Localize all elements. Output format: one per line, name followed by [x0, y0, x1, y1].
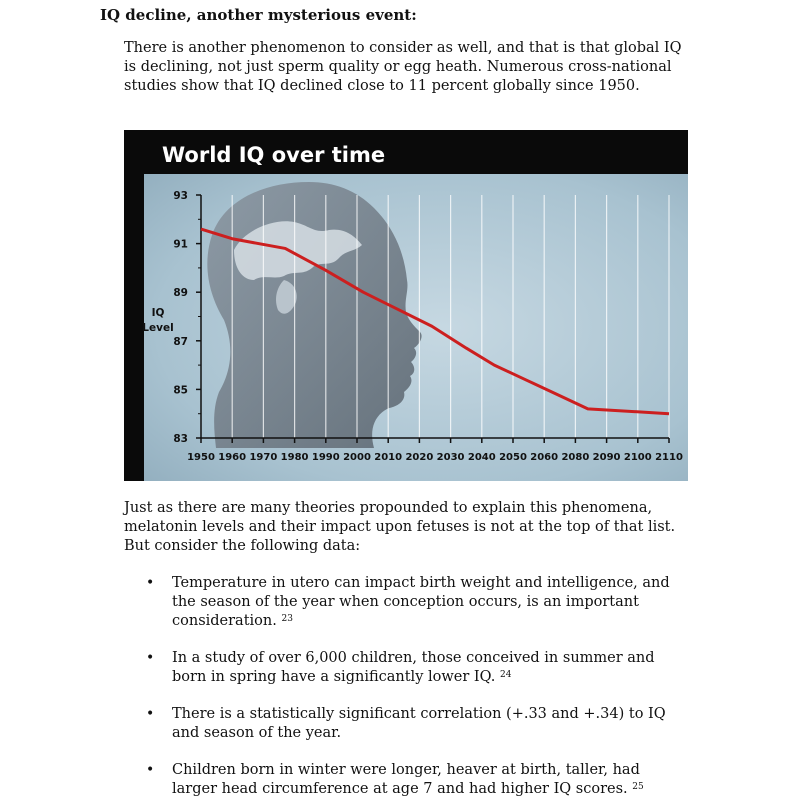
x-tick-label: 2000	[343, 452, 371, 463]
bullet-text: Temperature in utero can impact birth weight and intelligence, and the season of the year when conception occurs, is an important consideration.	[172, 575, 670, 629]
section-heading: IQ decline, another mysterious event:	[100, 6, 417, 24]
iq-chart-figure	[124, 130, 688, 481]
bullet-text: Children born in winter were longer, heaver at birth, taller, had larger head circumference at age 7 and had higher IQ scores.	[172, 762, 640, 797]
body-paragraph: Just as there are many theories propounded to explain this phenomena, melatonin levels and their impact upon fetuses is not at the top of that list. But consider the following data:	[124, 500, 676, 554]
x-tick-label: 2090	[592, 452, 621, 463]
x-tick-label: 2060	[530, 452, 559, 463]
x-tick-label: 1990	[311, 452, 340, 463]
y-tick-label: 85	[173, 384, 188, 397]
chart-title: World IQ over time	[162, 143, 386, 167]
bullet-dot: •	[146, 575, 155, 591]
x-tick-label: 2010	[374, 452, 403, 463]
y-tick-label: 89	[173, 287, 188, 300]
bullet-item	[124, 649, 684, 687]
bullet-item	[124, 574, 684, 631]
x-tick-label: 1950	[187, 452, 215, 463]
x-tick-label: 1970	[249, 452, 278, 463]
bullet-dot: •	[146, 650, 155, 666]
x-tick-label: 2050	[499, 452, 527, 463]
bullet-dot: •	[146, 706, 155, 722]
citation-ref: 23	[281, 614, 293, 624]
bullet-text: There is a statistically significant correlation (+.33 and +.34) to IQ and season of the year.	[172, 706, 666, 741]
citation-ref: 24	[500, 670, 512, 680]
x-tick-label: 2020	[405, 452, 434, 463]
y-tick-label: 93	[173, 190, 188, 202]
x-tick-label: 2030	[436, 452, 465, 463]
y-tick-label: 83	[173, 433, 188, 445]
x-tick-label: 1980	[280, 452, 309, 463]
y-tick-label: 91	[173, 238, 188, 251]
bullet-item	[124, 705, 684, 743]
bullet-item	[124, 761, 684, 799]
y-tick-label: 87	[173, 335, 188, 348]
intro-paragraph: There is another phenomenon to consider as well, and that is that global IQ is declining, not just sperm quality or egg heath. Numerous cross-national studies show that IQ declined close to 11 percent globally since 1950.	[124, 40, 682, 94]
bullet-list	[124, 574, 684, 799]
x-tick-label: 2040	[467, 452, 496, 463]
x-tick-label: 2100	[623, 452, 652, 463]
bullet-text: In a study of over 6,000 children, those conceived in summer and born in spring have a significantly lower IQ.	[172, 650, 655, 685]
x-tick-label: 2110	[655, 452, 683, 463]
x-tick-label: 1960	[218, 452, 247, 463]
x-tick-label: 2080	[561, 452, 590, 463]
bullet-dot: •	[146, 762, 155, 778]
iq-chart	[124, 130, 688, 481]
y-axis-label-line: IQ	[151, 307, 165, 319]
citation-ref: 25	[632, 782, 644, 792]
y-axis-label-line: Level	[142, 322, 174, 334]
